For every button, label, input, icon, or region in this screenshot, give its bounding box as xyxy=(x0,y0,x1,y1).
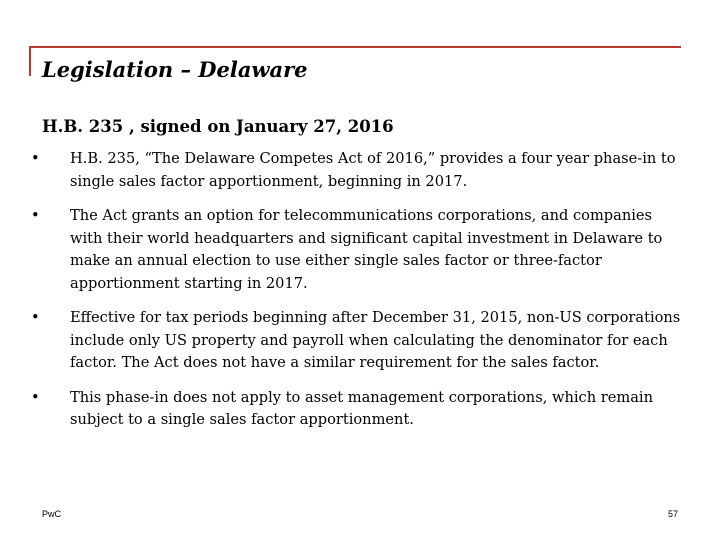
bullet-text: Effective for tax periods beginning after December 31, 2015, non-US corporations include only US property and payroll when calculating the denominator for each factor. The Act does not have a similar requirement for the sales factor. xyxy=(70,309,681,371)
page-number: 57 xyxy=(667,509,678,519)
slide-title: Legislation – Delaware xyxy=(42,57,308,82)
title-accent-bar xyxy=(29,46,31,76)
bullet-text: The Act grants an option for telecommunications corporations, and companies with their world headquarters and significant capital investment in Delaware to make an annual election to use either single sales factor or three-factor apportionment starting in 2017. xyxy=(70,207,663,292)
bullet-dot-icon: • xyxy=(31,309,40,326)
bullet-text: H.B. 235, “The Delaware Competes Act of 2016,” provides a four year phase-in to single sales factor apportionment, beginning in 2017. xyxy=(70,150,676,190)
footer-brand: PwC xyxy=(42,509,62,519)
bullet-item xyxy=(31,307,681,375)
bullet-dot-icon: • xyxy=(31,150,40,167)
section-heading: H.B. 235 , signed on January 27, 2016 xyxy=(42,117,394,136)
bullet-item xyxy=(31,387,681,432)
bullet-item xyxy=(31,148,681,193)
bullet-dot-icon: • xyxy=(31,207,40,224)
bullet-text: This phase-in does not apply to asset management corporations, which remain subject to a single sales factor apportionment. xyxy=(70,388,653,428)
bullet-list xyxy=(31,148,681,444)
bullet-dot-icon: • xyxy=(31,388,40,406)
title-accent-rule xyxy=(29,46,681,48)
bullet-item xyxy=(31,205,681,295)
